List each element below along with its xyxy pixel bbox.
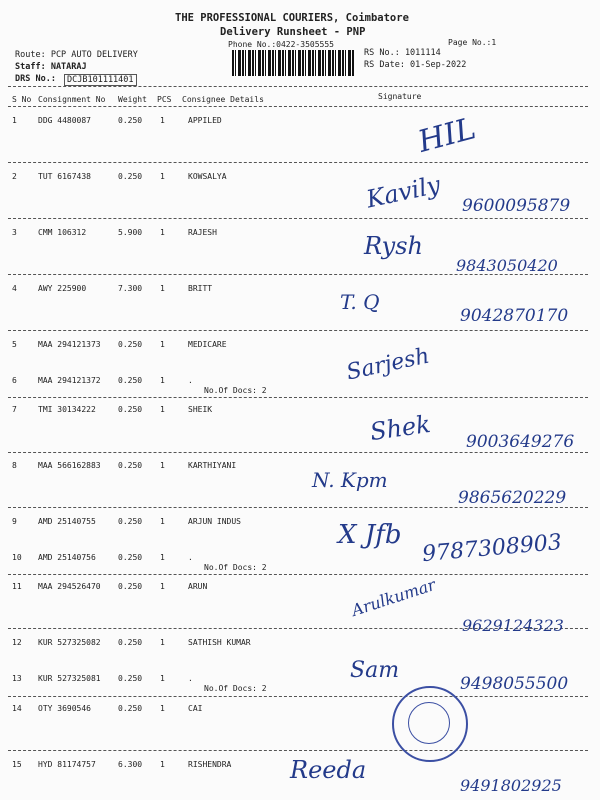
row-weight: 0.250 [118, 638, 143, 647]
row-weight: 5.900 [118, 228, 143, 237]
row-sno: 1 [12, 116, 17, 125]
row-weight: 7.300 [118, 284, 143, 293]
signature-2: Kavily [363, 170, 443, 214]
row-sno: 8 [12, 461, 17, 470]
signature-8: N. Kpm [312, 468, 388, 492]
row-sno: 12 [12, 638, 22, 647]
row-consignment: AMD 25140756 [38, 553, 96, 562]
row-weight: 0.250 [118, 172, 143, 181]
row-sno: 14 [12, 704, 22, 713]
row-weight: 0.250 [118, 674, 143, 683]
col-weight: Weight [118, 95, 147, 104]
row-divider [8, 452, 588, 453]
phone-3: 9843050420 [456, 256, 558, 275]
col-signature: Signature [378, 92, 422, 101]
row-pcs: 1 [160, 340, 165, 349]
row-weight: 0.250 [118, 461, 143, 470]
row-pcs: 1 [160, 638, 165, 647]
row-sno: 15 [12, 760, 22, 769]
row-sno: 2 [12, 172, 17, 181]
row-consignee: BRITT [188, 284, 213, 293]
divider [8, 106, 588, 107]
company-name: THE PROFESSIONAL COURIERS, Coimbatore [175, 12, 409, 24]
row-sno: 11 [12, 582, 22, 591]
row-consignee: RAJESH [188, 228, 217, 237]
page-number: Page No.:1 [448, 38, 497, 47]
row-pcs: 1 [160, 405, 165, 414]
barcode [232, 50, 354, 76]
row-consignee: SHEIK [188, 405, 213, 414]
row-consignee: . [188, 553, 193, 562]
phone-15: 9491802925 [460, 776, 562, 795]
row-divider [8, 696, 588, 697]
row-consignment: OTY 3690546 [38, 704, 91, 713]
phone-2: 9600095879 [462, 196, 571, 216]
row-consignee: KARTHIYANI [188, 461, 237, 470]
signature-7: Shek [368, 409, 433, 447]
row-consignment: CMM 106312 [38, 228, 87, 237]
row-sno: 9 [12, 517, 17, 526]
signature-4: T. Q [340, 290, 380, 314]
rs-date: RS Date: 01-Sep-2022 [364, 60, 467, 70]
drs-label: DRS No.: [15, 74, 56, 84]
row-divider [8, 750, 588, 751]
row-docs: No.Of Docs: 2 [204, 563, 267, 572]
row-pcs: 1 [160, 582, 165, 591]
signature-15: Reeda [290, 756, 367, 784]
row-pcs: 1 [160, 172, 165, 181]
row-sno: 10 [12, 553, 22, 562]
row-sno: 5 [12, 340, 17, 349]
phone-12: 9498055500 [460, 674, 569, 694]
row-divider [8, 218, 588, 219]
signature-12: Sam [350, 658, 400, 683]
row-consignment: AMD 25140755 [38, 517, 96, 526]
col-sno: S No [12, 95, 32, 104]
row-docs: No.Of Docs: 2 [204, 386, 267, 395]
row-pcs: 1 [160, 553, 165, 562]
row-weight: 0.250 [118, 340, 143, 349]
row-divider [8, 574, 588, 575]
row-divider [8, 162, 588, 163]
row-consignee: ARUN [188, 582, 208, 591]
row-weight: 0.250 [118, 582, 143, 591]
row-pcs: 1 [160, 376, 165, 385]
row-weight: 0.250 [118, 405, 143, 414]
row-consignee: . [188, 674, 193, 683]
row-consignment: TUT 6167438 [38, 172, 91, 181]
row-consignment: MAA 294121372 [38, 376, 101, 385]
row-divider [8, 397, 588, 398]
phone-9: 9787308903 [421, 529, 563, 568]
phone-4: 9042870170 [460, 306, 569, 326]
row-weight: 0.250 [118, 376, 143, 385]
row-consignment: KUR 527325082 [38, 638, 101, 647]
phone-8: 9865620229 [458, 488, 567, 508]
row-sno: 4 [12, 284, 17, 293]
signature-11: Arulkumar [349, 575, 438, 620]
row-pcs: 1 [160, 674, 165, 683]
row-weight: 0.250 [118, 704, 143, 713]
row-consignee: RISHENDRA [188, 760, 232, 769]
row-consignment: MAA 566162883 [38, 461, 101, 470]
col-pcs: PCS [157, 95, 172, 104]
row-consignee: SATHISH KUMAR [188, 638, 251, 647]
route: Route: PCP AUTO DELIVERY [15, 50, 138, 60]
drs-number: DCJB101111401 [64, 74, 137, 86]
phone-7: 9003649276 [466, 432, 575, 452]
divider [8, 86, 588, 87]
row-weight: 0.250 [118, 116, 143, 125]
row-pcs: 1 [160, 461, 165, 470]
row-divider [8, 330, 588, 331]
row-consignment: MAA 294526470 [38, 582, 101, 591]
phone-11: 9629124323 [462, 616, 564, 635]
row-pcs: 1 [160, 760, 165, 769]
signature-1: HIL [414, 111, 480, 160]
row-sno: 6 [12, 376, 17, 385]
sheet-title: Delivery Runsheet - PNP [220, 26, 366, 38]
row-consignment: KUR 527325081 [38, 674, 101, 683]
row-pcs: 1 [160, 284, 165, 293]
row-weight: 0.250 [118, 517, 143, 526]
col-consignee: Consignee Details [182, 95, 264, 104]
signature-5: Sarjesh [344, 343, 432, 386]
row-pcs: 1 [160, 228, 165, 237]
rs-number: RS No.: 1011114 [364, 48, 441, 58]
row-consignment: DDG 4480087 [38, 116, 91, 125]
row-weight: 0.250 [118, 553, 143, 562]
col-consignment: Consignment No [38, 95, 106, 104]
row-sno: 3 [12, 228, 17, 237]
row-consignee: KOWSALYA [188, 172, 227, 181]
row-consignment: TMI 30134222 [38, 405, 96, 414]
row-consignee: APPILED [188, 116, 222, 125]
row-consignment: HYD 81174757 [38, 760, 96, 769]
signature-3: Rysh [364, 232, 423, 260]
row-weight: 6.300 [118, 760, 143, 769]
row-docs: No.Of Docs: 2 [204, 684, 267, 693]
row-sno: 7 [12, 405, 17, 414]
row-consignee: MEDICARE [188, 340, 227, 349]
row-consignment: AWY 225900 [38, 284, 87, 293]
row-sno: 13 [12, 674, 22, 683]
row-consignee: ARJUN INDUS [188, 517, 241, 526]
row-consignment: MAA 294121373 [38, 340, 101, 349]
row-pcs: 1 [160, 116, 165, 125]
row-consignee: CAI [188, 704, 203, 713]
staff: Staff: NATARAJ [15, 62, 87, 72]
row-consignee: . [188, 376, 193, 385]
phone-number: Phone No.:0422-3505555 [228, 40, 334, 49]
row-pcs: 1 [160, 704, 165, 713]
round-stamp [392, 686, 468, 762]
signature-9: X Jfb [338, 520, 402, 550]
row-pcs: 1 [160, 517, 165, 526]
